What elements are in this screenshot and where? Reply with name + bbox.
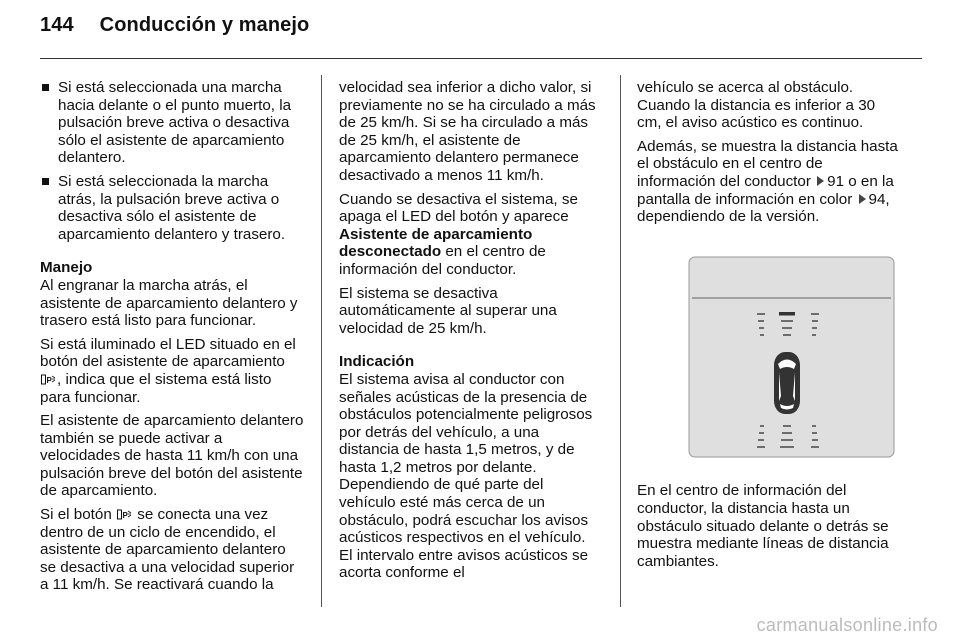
page-header	[40, 14, 309, 37]
parking-assist-icon	[41, 374, 56, 385]
page-ref-arrow-icon	[817, 176, 824, 186]
message-assist-off: Asistente de aparcamiento desconectado	[339, 225, 533, 261]
para-deactivated: Cuando se desactiva el sistema, se apaga el LED del botón y aparece Asistente de aparcamiento desconectado en el centro de información del conductor.	[339, 190, 578, 278]
svg-text:P: P	[122, 511, 128, 521]
para-continuous-tone: vehículo se acerca al obstáculo. Cuando la distancia es inferior a 30 cm, el aviso acústico es continuo.	[637, 79, 876, 132]
heading-indicacion: Indicación	[339, 353, 415, 371]
chapter-title: Conducción y manejo	[99, 14, 310, 36]
bullet-reverse-gear: Si está seleccionada la marcha atrás, la pulsación breve activa o desactiva sólo el asistente de aparcamiento delantero y trasero.	[40, 173, 305, 243]
para-front-activate: El asistente de aparcamiento delantero también se puede activar a velocidades de hasta 11 km/h con una pulsación breve del botón del asistente de aparcamiento.	[40, 412, 304, 500]
column-2	[339, 79, 603, 588]
para-button-once: Si el botón P se conecta una vez dentro de un ciclo de encendido, el asistente de aparcamiento delantero se desactiva a una velocidad superior a 11 km/h. Se reactivará cuando la	[40, 506, 295, 594]
page-ref-arrow-icon	[859, 194, 866, 204]
watermark: carmanualsonline.info	[756, 615, 938, 635]
para-speed-reactivate: velocidad sea inferior a dicho valor, si previamente no se ha circulado a más de 25 km/h. Si se ha circulado a más de 25 km/h, el asistente de aparcamiento delantero permanece desactivado a menos 11 km/h.	[339, 79, 596, 184]
column-divider-2	[620, 75, 621, 607]
header-rule	[40, 58, 922, 59]
para-auto-off: El sistema se desactiva automáticamente al superar una velocidad de 25 km/h.	[339, 284, 557, 337]
bullet-forward-gear: Si está seleccionada una marcha hacia delante o el punto muerto, la pulsación breve activa o desactiva sólo el asistente de aparcamiento delantero.	[40, 79, 305, 167]
heading-manejo: Manejo	[40, 259, 93, 277]
car-top-view-icon	[774, 352, 800, 414]
para-acoustic-warning: El sistema avisa al conductor con señales acústicas de la presencia de obstáculos potencialmente peligrosos por detrás del vehículo, a una distancia de hasta 1,5 metros, y de hasta 1,2 metros por delante. Dependiendo de qué parte del vehículo esté más cerca de un obstáculo, podrá escuchar los avisos acústicos respectivos en el vehículo. El intervalo entre avisos acústicos se acorta conforme el	[339, 370, 593, 582]
column-divider-1	[321, 75, 322, 607]
figure-caption: En el centro de información del conductor, la distancia hasta un obstáculo situado delante o detrás se muestra mediante líneas de distancia cambiantes.	[637, 482, 889, 570]
para-led-lit: Si está iluminado el LED situado en el botón del asistente de aparcamiento P , indica que el sistema está listo para funcionar.	[40, 335, 296, 406]
parking-assist-icon	[117, 509, 132, 520]
page-number: 144	[40, 14, 74, 36]
column-3	[637, 79, 901, 576]
svg-text:P: P	[46, 375, 52, 385]
column-1	[40, 79, 305, 600]
parking-distance-figure	[688, 256, 895, 458]
para-distance-display: Además, se muestra la distancia hasta el obstáculo en el centro de información del conductor 91 o en la pantalla de información en color 94, dependiendo de la versión.	[637, 137, 898, 226]
para-reverse-ready: Al engranar la marcha atrás, el asistente de aparcamiento delantero y trasero está listo para funcionar.	[40, 276, 298, 330]
